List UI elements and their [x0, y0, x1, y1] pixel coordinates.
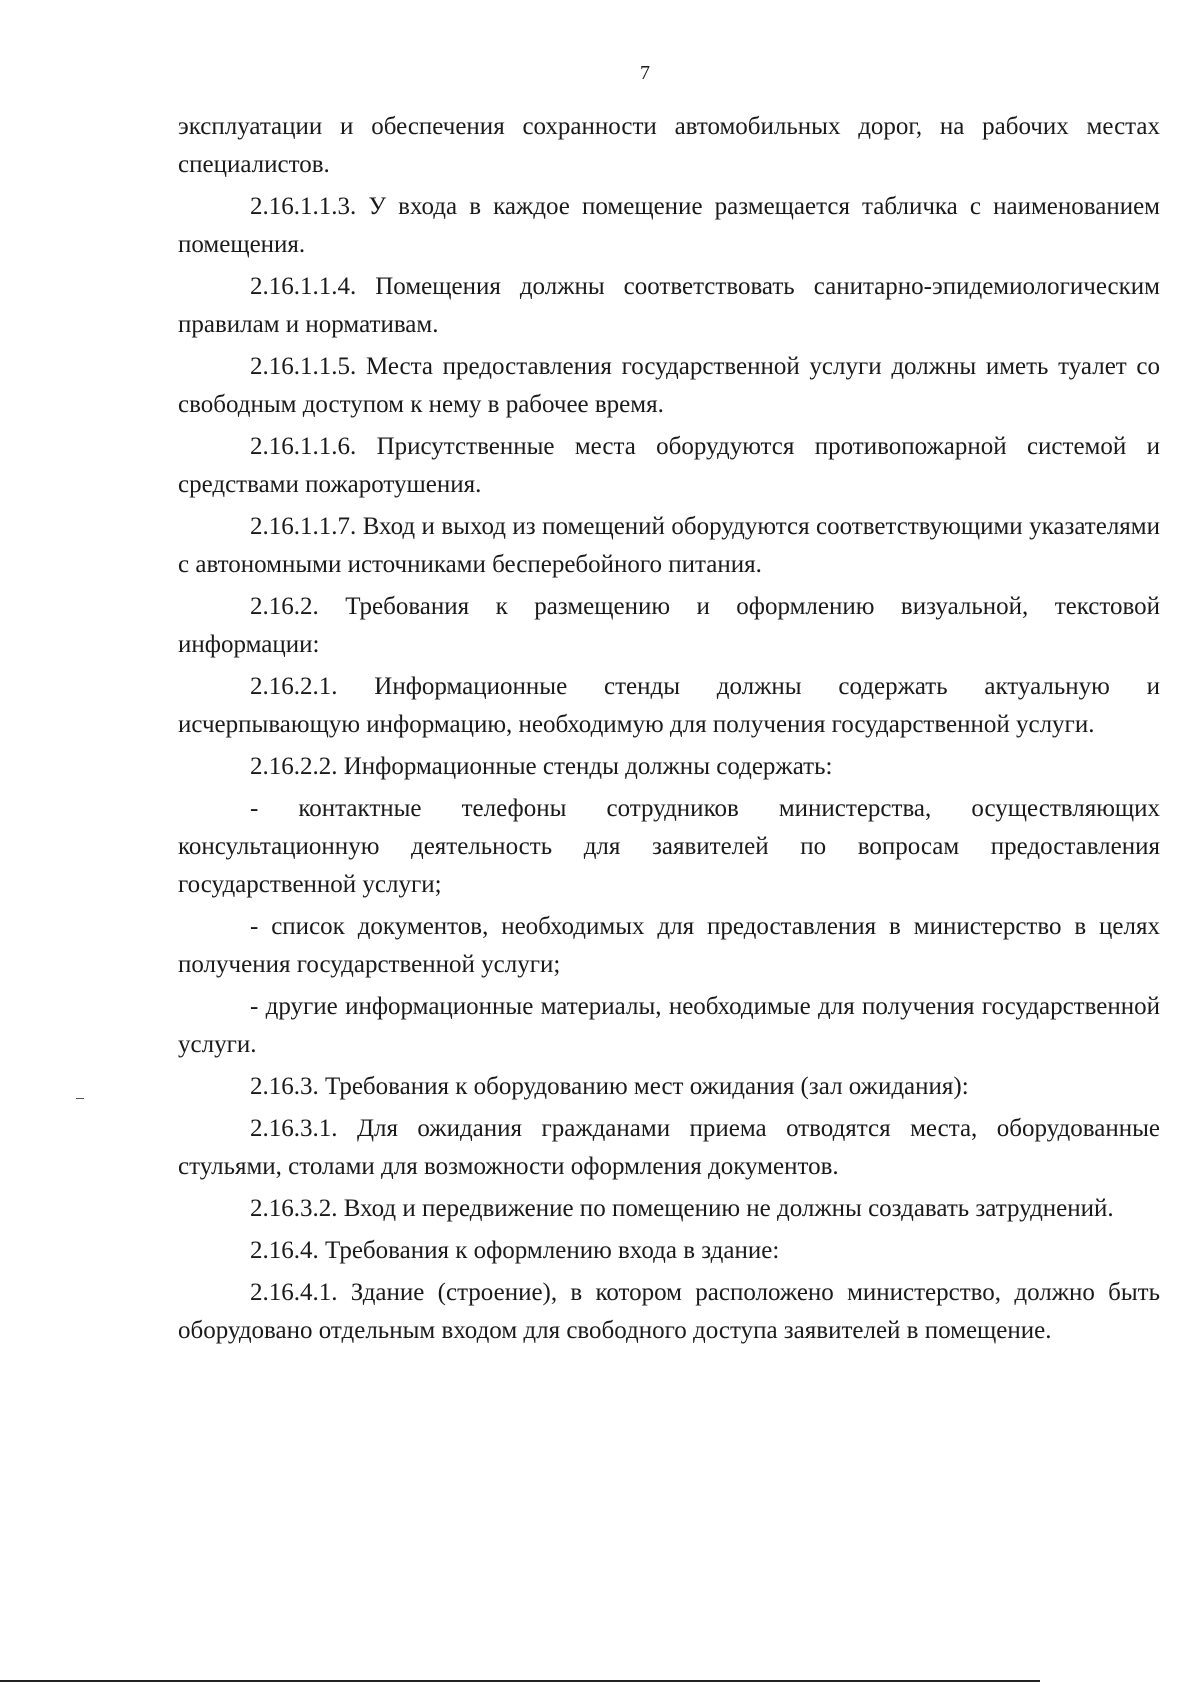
- paragraph-2-16-3-1: 2.16.3.1. Для ожидания гражданами приема отводятся места, оборудованные стульями, столами для возможности оформления документов.: [178, 1115, 1160, 1180]
- paragraph-2-16-3: 2.16.3. Требования к оборудованию мест ожидания (зал ожидания):: [250, 1073, 969, 1100]
- page-number: 7: [640, 62, 650, 84]
- paragraph-2-16-4: 2.16.4. Требования к оформлению входа в здание:: [250, 1237, 780, 1264]
- paragraph-2-16-4-1: 2.16.4.1. Здание (строение), в котором расположено министерство, должно быть оборудовано отдельным входом для свободного доступа заявителей в помещение.: [178, 1279, 1160, 1344]
- scan-margin-mark: [76, 1098, 84, 1099]
- paragraph-2-16-2: 2.16.2. Требования к размещению и оформлению визуальной, текстовой информации:: [178, 593, 1160, 658]
- paragraph-2-16-1-1-6: 2.16.1.1.6. Присутственные места оборудуются противопожарной системой и средствами пожаротушения.: [178, 433, 1160, 498]
- paragraph-2-16-1-1-5: 2.16.1.1.5. Места предоставления государственной услуги должны иметь туалет со свободным доступом к нему в рабочее время.: [178, 353, 1160, 418]
- paragraph-2-16-2-1: 2.16.2.1. Информационные стенды должны содержать актуальную и исчерпывающую информацию, необходимую для получения государственной услуги.: [178, 673, 1160, 738]
- paragraph-2-16-1-1-4: 2.16.1.1.4. Помещения должны соответствовать санитарно-эпидемиологическим правилам и нормативам.: [178, 273, 1160, 338]
- paragraph-2-16-2-2: 2.16.2.2. Информационные стенды должны содержать:: [250, 753, 833, 780]
- scan-bottom-edge-line: [0, 1680, 1040, 1682]
- list-item-materials: - другие информационные материалы, необходимые для получения государственной услуги.: [178, 993, 1160, 1058]
- document-body: [178, 108, 1160, 1354]
- paragraph-2-16-1-1-7: 2.16.1.1.7. Вход и выход из помещений оборудуются соответствующими указателями с автономными источниками бесперебойного питания.: [178, 513, 1160, 578]
- paragraph-2-16-3-2: 2.16.3.2. Вход и передвижение по помещению не должны создавать затруднений.: [250, 1195, 1114, 1222]
- paragraph-continuation: эксплуатации и обеспечения сохранности автомобильных дорог, на рабочих местах специалистов.: [178, 113, 1160, 178]
- list-item-contacts: - контактные телефоны сотрудников министерства, осуществляющих консультационную деятельность для заявителей по вопросам предоставления государственной услуги;: [178, 795, 1160, 898]
- list-item-documents: - список документов, необходимых для предоставления в министерство в целях получения государственной услуги;: [178, 913, 1160, 978]
- paragraph-2-16-1-1-3: 2.16.1.1.3. У входа в каждое помещение размещается табличка с наименованием помещения.: [178, 193, 1160, 258]
